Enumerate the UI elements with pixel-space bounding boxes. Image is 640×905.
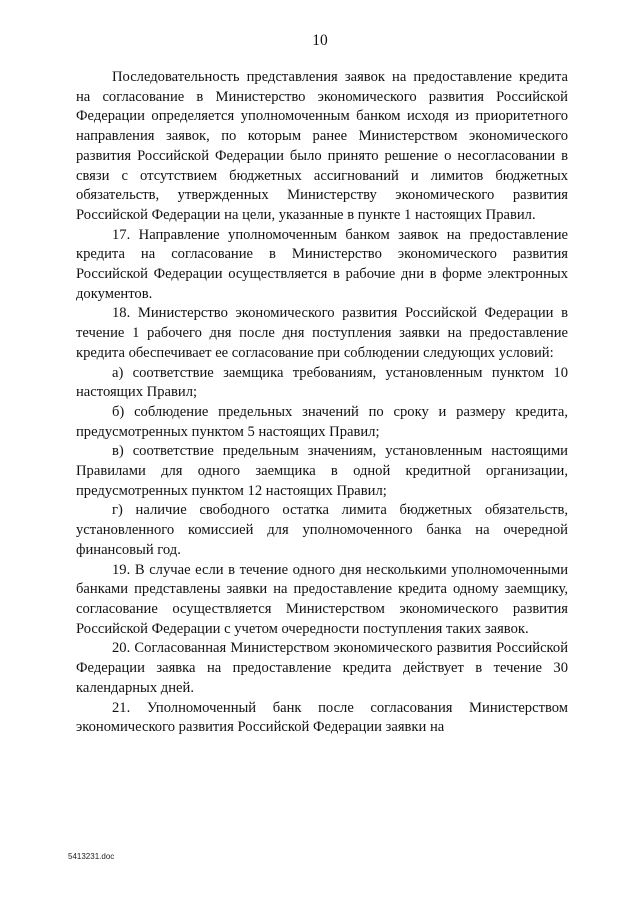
paragraph-21: 21. Уполномоченный банк после согласования Министерством экономического развития Российской Федерации заявки на — [76, 699, 568, 736]
paragraph-18-item-b: б) соблюдение предельных значений по сроку и размеру кредита, предусмотренных пунктом 5 настоящих Правил; — [76, 403, 568, 440]
paragraph-18-item-v: в) соответствие предельным значениям, установленным настоящими Правилами для одного заемщика в одной кредитной организации, предусмотренных пунктом 12 настоящих Правил; — [76, 443, 568, 499]
page-number: 10 — [312, 32, 328, 49]
footer-file-code: 5413231.doc — [68, 852, 115, 861]
document-body — [76, 68, 568, 738]
paragraph-18: 18. Министерство экономического развития Российской Федерации в течение 1 рабочего дня после дня поступления заявки на предоставление кредита обеспечивает ее согласование при соблюдении следующих условий: — [76, 305, 568, 361]
paragraph-19: 19. В случае если в течение одного дня несколькими уполномоченными банками представлены заявки на предоставление кредита одному заемщику, согласование осуществляется Министерством экономического развития Российской Федерации с учетом очередности поступления таких заявок. — [76, 561, 568, 637]
paragraph-18-item-g: г) наличие свободного остатка лимита бюджетных обязательств, установленного комиссией для уполномоченного банка на очередной финансовый год. — [76, 502, 568, 558]
paragraph-20: 20. Согласованная Министерством экономического развития Российской Федерации заявка на предоставление кредита действует в течение 30 календарных дней. — [76, 640, 568, 696]
paragraph-18-item-a: а) соответствие заемщика требованиям, установленным пунктом 10 настоящих Правил; — [76, 364, 568, 401]
paragraph-sequence-of-applications: Последовательность представления заявок на предоставление кредита на согласование в Министерство экономического развития Российской Федерации определяется уполномоченным банком исходя из приоритетного направления заявок, по которым ранее Министерством экономического развития Российской Федерации было принято решение о несогласовании в связи с отсутствием бюджетных ассигнований и лимитов бюджетных обязательств, утвержденных Министерству экономического развития Российской Федерации на цели, указанные в пункте 1 настоящих Правил. — [76, 69, 568, 223]
paragraph-17: 17. Направление уполномоченным банком заявок на предоставление кредита на согласование в Министерство экономического развития Российской Федерации осуществляется в рабочие дни в форме электронных документов. — [76, 226, 568, 302]
